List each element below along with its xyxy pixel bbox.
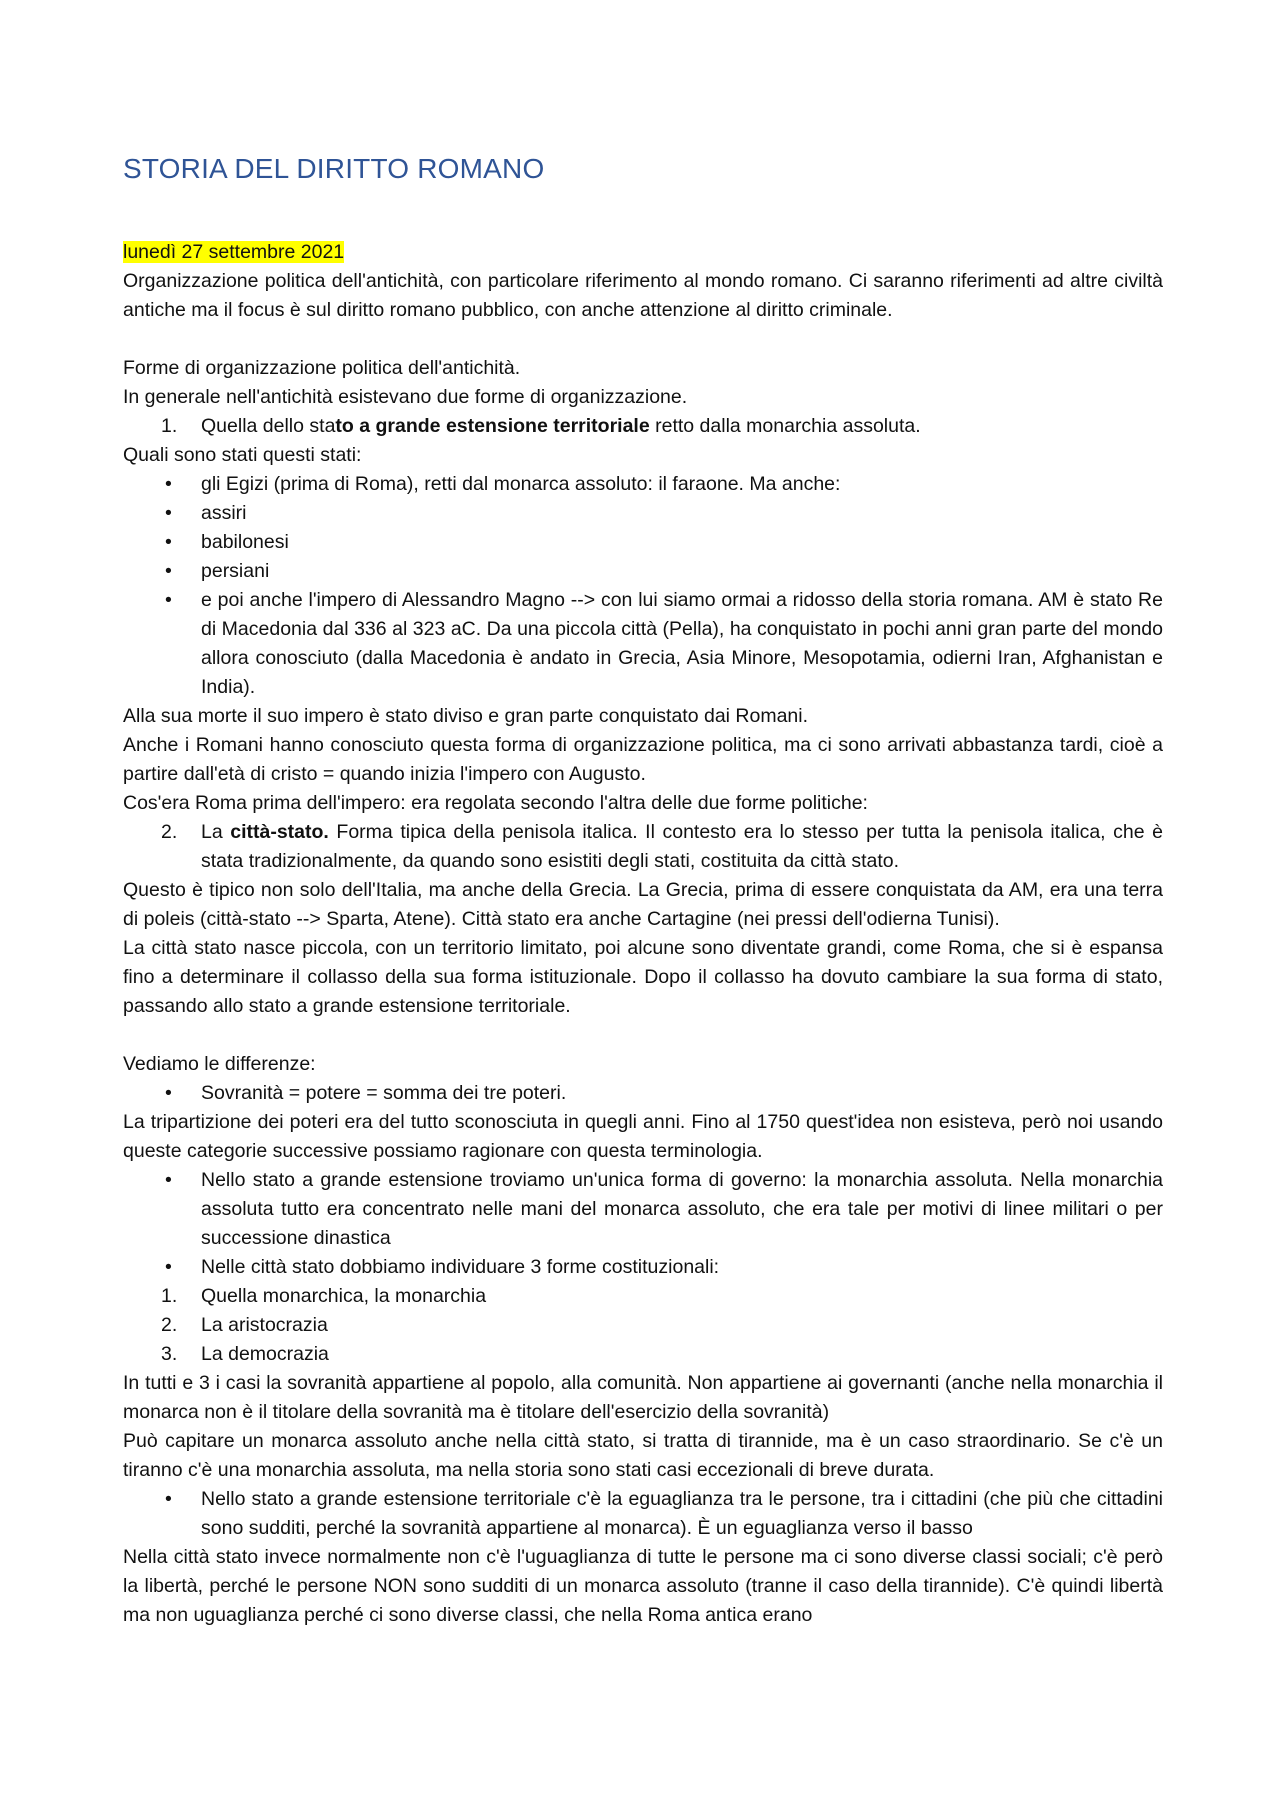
bullet-icon: • [165, 1082, 172, 1104]
document-body [123, 238, 1163, 1630]
list-number: 1. [161, 1285, 178, 1307]
paragraph-general: In generale nell'antichità esistevano due forme di organizzazione. [123, 386, 688, 408]
list-item: • e poi anche l'impero di Alessandro Magno --> con lui siamo ormai a ridosso della storia romana. AM è stato Re di Macedonia dal 336 al 323 aC. Da una piccola città (Pella), ha conquistato in pochi anni gran parte del mondo allora conosciuto (dalla Macedonia è andato in Grecia, Asia Minore, Mesopotamia, odierni Iran, Afghanistan e India). [123, 586, 1163, 702]
bullet-icon: • [165, 502, 172, 524]
paragraph-sovereignty: In tutti e 3 i casi la sovranità appartiene al popolo, alla comunità. Non appartiene ai governanti (anche nella monarchia il monarca non è il titolare della sovranità ma è titolare dell'esercizio della sovranità) [123, 1372, 1163, 1423]
list-number: 2. [161, 1314, 178, 1336]
bullet-icon: • [165, 1256, 172, 1278]
bullet-icon: • [165, 1169, 172, 1191]
paragraph-death: Alla sua morte il suo impero è stato diviso e gran parte conquistato dai Romani. [123, 705, 809, 727]
list-item: • Sovranità = potere = somma dei tre poteri. [123, 1079, 1163, 1108]
bullet-icon: • [165, 589, 172, 611]
numbered-item: 3. La democrazia [123, 1340, 1163, 1369]
list-item: • Nelle città stato dobbiamo individuare 3 forme costituzionali: [123, 1253, 1163, 1282]
list-item: • persiani [123, 557, 1163, 586]
numbered-item: 1. Quella monarchica, la monarchia [123, 1282, 1163, 1311]
paragraph-intro: Organizzazione politica dell'antichità, con particolare riferimento al mondo romano. Ci saranno riferimenti ad altre civiltà antiche ma il focus è sul diritto romano pubblico, con anche attenzione al diritto criminale. [123, 270, 1163, 321]
bullet-icon: • [165, 560, 172, 582]
date-heading [123, 238, 1163, 267]
paragraph-city-state: La città stato nasce piccola, con un territorio limitato, poi alcune sono diventate grandi, come Roma, che si è espansa fino a determinare il collasso della sua forma istituzionale. Dopo il collasso ha dovuto cambiare la sua forma di stato, passando allo stato a grande estensione territoriale. [123, 937, 1163, 1017]
list-item: • assiri [123, 499, 1163, 528]
list-item: • Nello stato a grande estensione territoriale c'è la eguaglianza tra le persone, tra i cittadini (che più che cittadini sono sudditi, perché la sovranità appartiene al monarca). È un eguaglianza verso il basso [123, 1485, 1163, 1543]
list-number: 2. [161, 821, 178, 843]
numbered-item-2: 2. La città-stato. Forma tipica della penisola italica. Il contesto era lo stesso per tutta la penisola italica, che è stata tradizionalmente, da quando sono esistiti degli stati, costituita da città stato. [123, 818, 1163, 876]
list-number: 3. [161, 1343, 178, 1365]
paragraph-differences: Vediamo le differenze: [123, 1053, 316, 1075]
numbered-item: 2. La aristocrazia [123, 1311, 1163, 1340]
bullet-icon: • [165, 531, 172, 553]
paragraph-tyranny: Può capitare un monarca assoluto anche nella città stato, si tratta di tirannide, ma è un caso straordinario. Se c'è un tiranno c'è una monarchia assoluta, ma nella storia sono stati casi eccezionali di breve durata. [123, 1430, 1163, 1481]
date-highlight: lunedì 27 settembre 2021 [123, 241, 345, 263]
list-item: • Nello stato a grande estensione troviamo un'unica forma di governo: la monarchia assoluta. Nella monarchia assoluta tutto era concentrato nelle mani del monarca assoluto, che era tale per motivi di linee militari o per successione dinastica [123, 1166, 1163, 1253]
blank-line [123, 1021, 1163, 1050]
paragraph-which-states: Quali sono stati questi stati: [123, 444, 362, 466]
list-number: 1. [161, 415, 178, 437]
list-item: • babilonesi [123, 528, 1163, 557]
blank-line [123, 325, 1163, 354]
paragraph-rome-before: Cos'era Roma prima dell'impero: era regolata secondo l'altra delle due forme politiche: [123, 792, 868, 814]
paragraph-greece: Questo è tipico non solo dell'Italia, ma anche della Grecia. La Grecia, prima di essere conquistata da AM, era una terra di poleis (città-stato --> Sparta, Atene). Città stato era anche Cartagine (nei pressi dell'odierna Tunisi). [123, 879, 1163, 930]
paragraph-romans: Anche i Romani hanno conosciuto questa forma di organizzazione politica, ma ci sono arrivati abbastanza tardi, cioè a partire dall'età di cristo = quando inizia l'impero con Augusto. [123, 734, 1163, 785]
numbered-item-1: 1. Quella dello stato a grande estensione territoriale retto dalla monarchia assoluta. [123, 412, 1163, 441]
bullet-icon: • [165, 1488, 172, 1510]
paragraph-freedom: Nella città stato invece normalmente non c'è l'uguaglianza di tutte le persone ma ci sono diverse classi sociali; c'è però la libertà, perché le persone NON sono sudditi di un monarca assoluto (tranne il caso della tirannide). C'è quindi libertà ma non uguaglianza perché ci sono diverse classi, che nella Roma antica erano [123, 1546, 1163, 1626]
paragraph-forms: Forme di organizzazione politica dell'antichità. [123, 357, 521, 379]
document-title: STORIA DEL DIRITTO ROMANO [123, 153, 545, 184]
bullet-icon: • [165, 473, 172, 495]
paragraph-tripartition: La tripartizione dei poteri era del tutto sconosciuta in quegli anni. Fino al 1750 quest'idea non esisteva, però noi usando queste categorie successive possiamo ragionare con questa terminologia. [123, 1111, 1163, 1162]
list-item: • gli Egizi (prima di Roma), retti dal monarca assoluto: il faraone. Ma anche: [123, 470, 1163, 499]
